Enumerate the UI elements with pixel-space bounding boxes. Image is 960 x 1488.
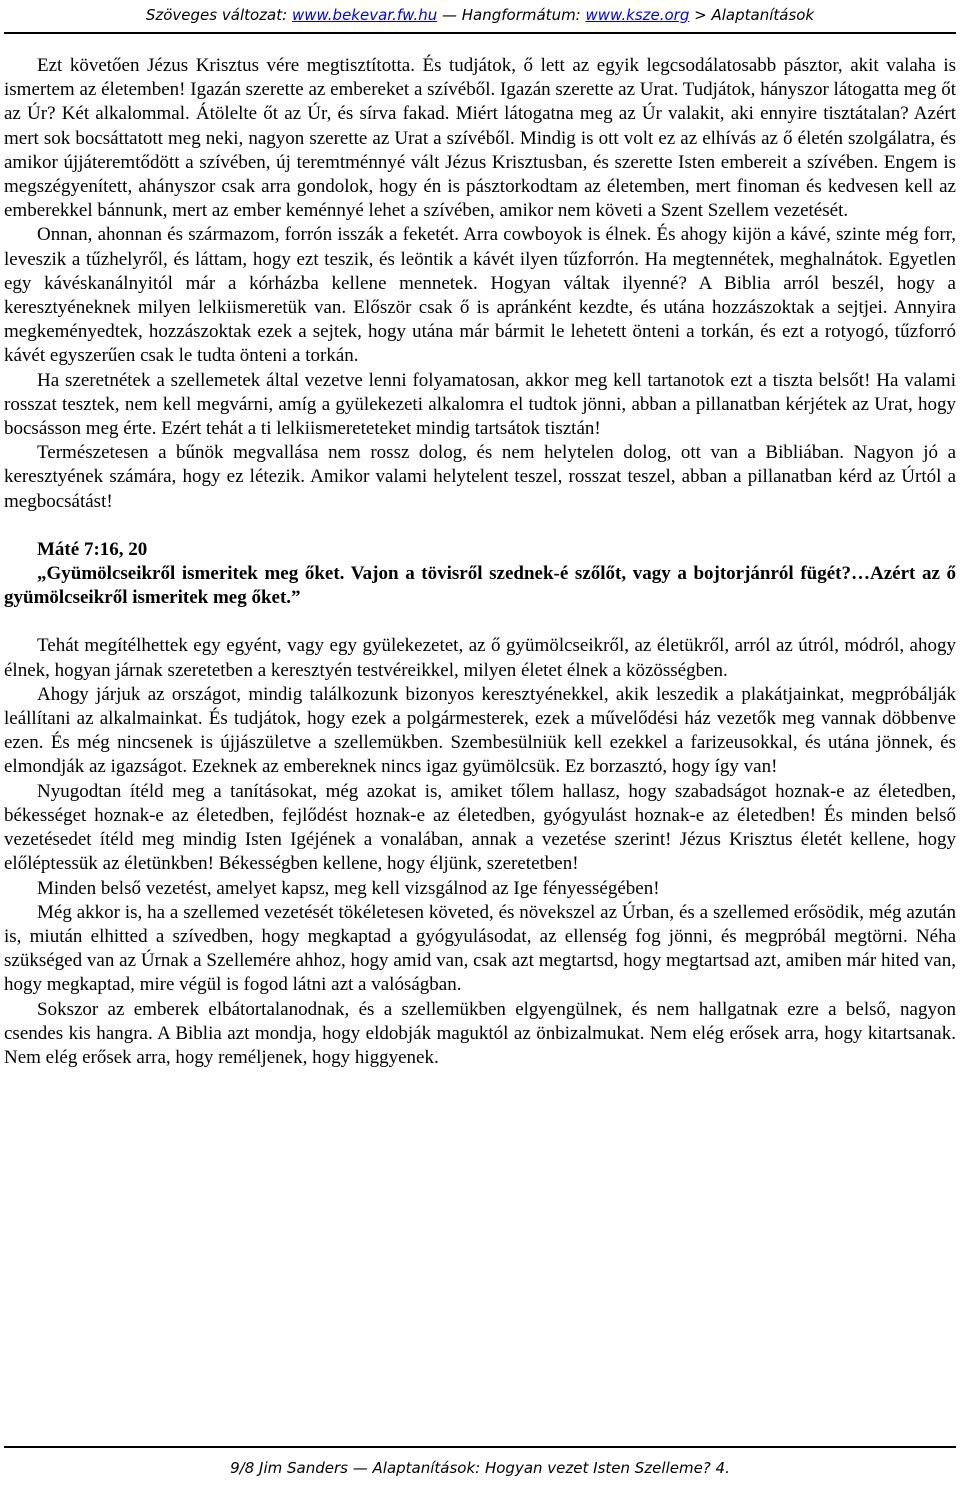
paragraph: Természetesen a bűnök megvallása nem rossz dolog, és nem helytelen dolog, ott van a Bibliában. Nagyon jó a keresztyének számára, hogy ez létezik. Amikor valami helytelent teszel, rosszat teszel, abban a pillanatban kérd az Úrtól a megbocsátást!: [4, 442, 956, 512]
header-suffix: > Alaptanítások: [689, 6, 815, 24]
verse-reference: Máté 7:16, 20: [37, 538, 148, 560]
ksze-link[interactable]: www.ksze.org: [585, 6, 690, 24]
header-prefix: Szöveges változat:: [145, 6, 292, 24]
spacer: [4, 514, 956, 538]
header-rule: [4, 32, 956, 34]
paragraph: Ezt követően Jézus Krisztus vére megtisztította. És tudjátok, ő lett az egyik legcsodálatosabb pásztor, akit valaha is ismertem az életemben! Igazán szerette az embereket a szívéből. Igazán szerette az Urat. Tudjátok, hányszor látogatta meg őt az Úr? Két alkalommal. Átölelte őt az Úr, és sírva fakad. Miért látogatna meg az Úr valakit, aki ennyire tisztátalan? Azért mert sok bocsáttatott meg neki, nagyon szerette az Urat a szívéből. Mindig is ott volt ez az elhívás az ő életén szolgálatra, és amikor újjáteremtődött a szívében, új teremtménnyé vált Jézus Krisztusban, és szerette Isten embereit a szívében. Engem is megszégyenített, ahányszor csak arra gondolok, hogy én is pásztorkodtam az életemben, mert finoman és kedvesen kell az emberekkel bánnunk, mert az ember keménnyé lehet a szívében, amikor nem követi a Szent Szellem vezetését.: [4, 55, 956, 222]
page-footer: 9/8 Jim Sanders — Alaptanítások: Hogyan vezet Isten Szelleme? 4.: [230, 1459, 730, 1477]
paragraph: Ha szeretnétek a szellemetek által vezetve lenni folyamatosan, akkor meg kell tartanotok ezt a tiszta belsőt! Ha valami rosszat tesztek, nem kell megvárni, amíg a gyülekezeti alkalomra el tudtok jönni, abban a pillanatban kérjétek az Urat, hogy bocsásson meg érte. Ezért tehát a ti lelkiismereteteket mindig tartsátok tisztán!: [4, 369, 956, 440]
spacer: [4, 610, 956, 634]
header-middle: — Hangformátum:: [437, 6, 586, 24]
paragraph: Tehát megítélhettek egy egyént, vagy egy gyülekezetet, az ő gyümölcseikről, az életükről, arról az útról, módról, ahogy élnek, hogyan járnak szeretetben a keresztyén testvéreikkel, milyen életet élnek a közösségben.: [4, 635, 956, 681]
paragraph: Még akkor is, ha a szellemed vezetését tökéletesen követed, és növekszel az Úrban, és a szellemed erősödik, még azután is, miután elhitted a szívedben, hogy megkaptad a gyógyulásodat, az ellenség fog jönni, és megpróbál megtörni. Néha szükséged van az Úrnak a Szellemére ahhoz, hogy amid van, csak azt megtartsd, hogy megtartsad azt, amiben már hited van, hogy megkaptad, mire végül is fogod látni azt a valóságban.: [4, 901, 956, 996]
footer-rule: [4, 1446, 956, 1448]
verse-quote: „Gyümölcseikről ismeritek meg őket. Vajon a tövisről szednek-é szőlőt, vagy a bojtorjánról fügét?…Azért az ő gyümölcseikről ismeritek meg őket.”: [4, 563, 956, 609]
paragraph: Nyugodtan ítéld meg a tanításokat, még azokat is, amiket tőlem hallasz, hogy szabadságot hoznak-e az életedben, békességet hoznak-e az életedben, fejlődést hoznak-e az életedben, gyógyulást hoznak-e az életedben! És minden belső vezetésedet ítéld meg mindig Isten Igéjének a vonalában, annak a vezetése szerint! Jézus Krisztus életét kellene, hogy előléptessük az életünkben! Békességben kellene, hogy éljünk, szeretetben!: [4, 780, 956, 875]
page-header: [0, 0, 960, 30]
document-body: [4, 54, 956, 1070]
paragraph: Minden belső vezetést, amelyet kapsz, meg kell vizsgálnod az Ige fényességében!: [37, 877, 660, 899]
bekevar-link[interactable]: www.bekevar.fw.hu: [291, 6, 438, 24]
paragraph: Ahogy járjuk az országot, mindig találkozunk bizonyos keresztyénekkel, akik leszedik a plakátjainkat, megpróbálják leállítani az alkalmainkat. És tudjátok, hogy ezek a polgármesterek, ezek a művelődési ház vezetők meg vannak döbbenve ezen. És még nincsenek is újjászületve a szellemükben. Szembesülniük kell ezekkel a farizeusokkal, és utána jönnek, és elmondják az igazságot. Ezeknek az embereknek nincs igaz gyümölcsük. Ez borzasztó, hogy így van!: [4, 683, 956, 778]
paragraph: Onnan, ahonnan és származom, forrón isszák a feketét. Arra cowboyok is élnek. És ahogy kijön a kávé, szinte még forr, leveszik a tűzhelyről, és láttam, hogy ezt teszik, és leöntik a kávét ilyen tűzforrón. Ha megtennétek, meghalnátok. Egyetlen egy kávéskanálnyitól már a kórházba kellene mennetek. Hogyan váltak ilyenné? A Biblia arról beszél, hogy a keresztyéneknek milyen lelkiismeretük van. Először csak ő is apránként kezdte, és utána hozzászoktak a sejtjei. Annyira megkeményedtek, hozzászoktak ezek a sejtek, hogy utána már bármit le lehetett önteni a torkán, és ezt a rotyogó, tűzforró kávét egyszerűen csak le tudta önteni a torkán.: [4, 224, 956, 367]
paragraph: Sokszor az emberek elbátortalanodnak, és a szellemükben elgyengülnek, és nem hallgatnak ezre a belső, nagyon csendes kis hangra. A Biblia azt mondja, hogy eldobják maguktól az önbizalmukat. Nem elég erősek arra, hogy kitartsanak. Nem elég erősek arra, hogy reméljenek, hogy higgyenek.: [4, 998, 956, 1068]
